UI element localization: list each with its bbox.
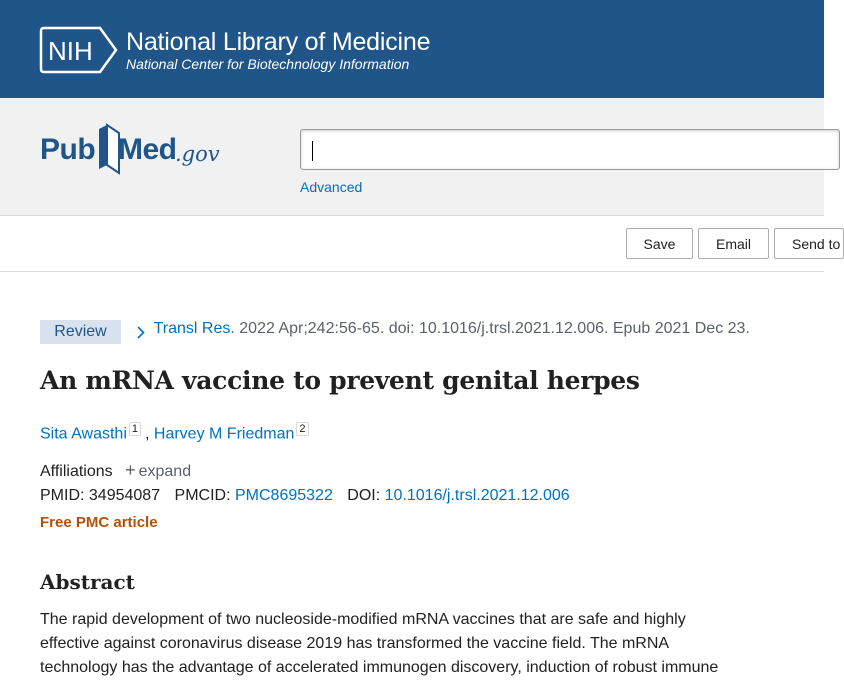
nih-banner [0,0,824,98]
abstract-line: The rapid development of two nucleoside-modified mRNA vaccines that are safe and highly [40,611,686,628]
nih-badge-text: NIH [48,36,93,66]
identifiers-row [40,487,570,505]
search-input[interactable] [300,129,840,170]
nlm-title[interactable]: National Library of Medicine [126,28,431,56]
logo-gov-text: .gov [175,142,220,166]
affiliation-ref[interactable]: 1 [129,422,141,436]
abstract-line: effective against coronavirus disease 2019 has transformed the vaccine field. The mRNA [40,635,670,652]
action-bar [0,216,841,272]
abstract-body [40,608,760,680]
expand-label: expand [138,463,192,480]
author-link[interactable]: Sita Awasthi [40,425,127,443]
publication-type-badge[interactable]: Review [40,320,121,344]
affiliation-ref[interactable]: 2 [296,422,308,436]
nih-logo[interactable] [40,26,119,74]
expand-affiliations-button[interactable] [125,460,192,480]
ncbi-subtitle: National Center for Biotechnology Information [126,56,410,72]
affiliations-row [40,460,191,481]
text-caret [312,141,313,161]
logo-med-text: Med [118,133,177,166]
abstract-line: technology has the advantage of accelerated immunogen discovery, induction of robust immune [40,659,719,676]
logo-pub-text: Pub [40,133,96,166]
chevron-right-icon [137,326,145,344]
pmid-value: 34954087 [88,487,161,504]
doi-label: DOI: [347,487,381,504]
article-title: An mRNA vaccine to prevent genital herpes [40,366,640,395]
send-to-button[interactable]: Send to [774,228,844,259]
abstract-heading: Abstract [40,570,135,594]
advanced-search-link[interactable]: Advanced [300,179,363,195]
search-band [0,98,824,216]
save-button[interactable]: Save [626,228,693,259]
author-link[interactable]: Harvey M Friedman [153,425,295,443]
plus-icon: + [125,460,136,480]
pmid-label: PMID: [40,487,85,504]
author-list: Sita Awasthi $^1$ , Harvey M Friedman $^2$ [40,423,313,443]
email-button[interactable]: Email [698,228,769,259]
citation-row [40,320,750,345]
free-pmc-article-badge: Free PMC article [40,514,158,531]
affiliations-label: Affiliations [40,463,113,480]
citation-text: 2022 Apr;242:56-65. doi: 10.1016/j.trsl.2021.12.006. Epub 2021 Dec 23. [239,320,750,337]
doi-link[interactable]: 10.1016/j.trsl.2021.12.006 [384,487,570,504]
journal-link[interactable]: Transl Res. [153,320,235,337]
pmcid-link[interactable]: PMC8695322 [235,487,333,504]
pmcid-label: PMCID: [174,487,231,504]
